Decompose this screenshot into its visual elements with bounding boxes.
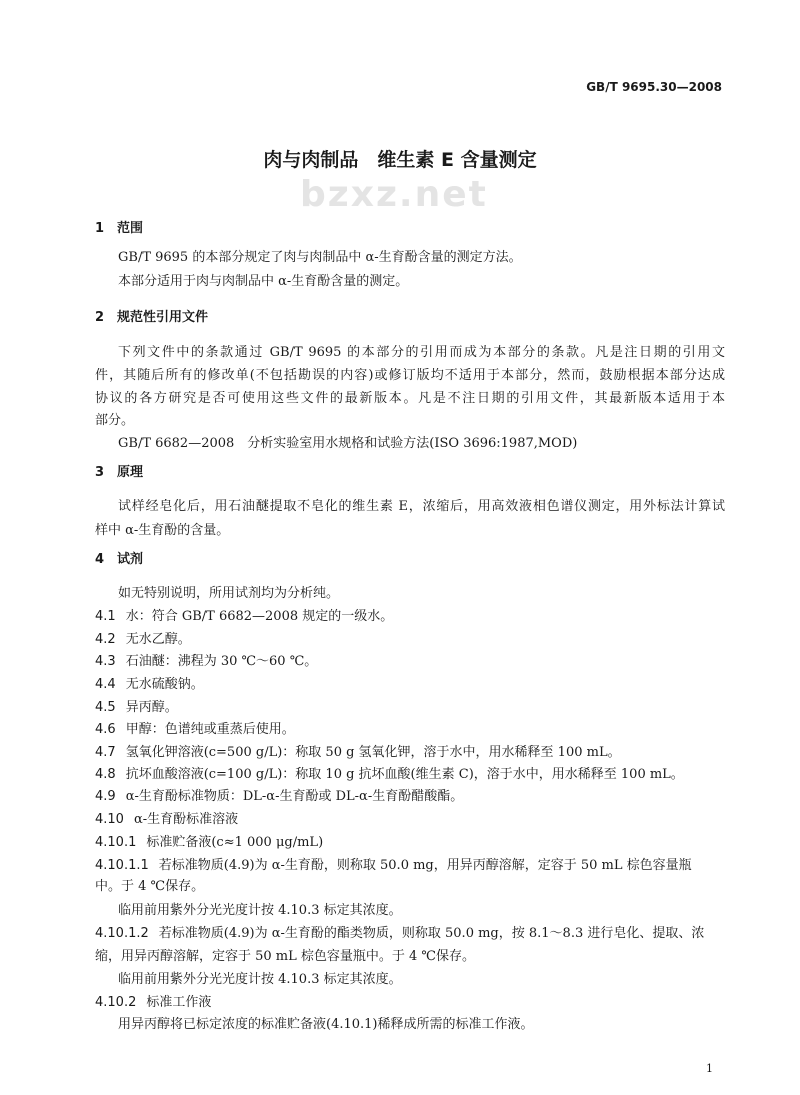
clause <box>95 767 684 783</box>
paragraph-line: 协议的各方研究是否可使用这些文件的最新版本。凡是不注日期的引用文件，其最新版本适用于本 <box>95 391 725 406</box>
clause <box>95 632 191 648</box>
clause <box>95 789 463 805</box>
standard-number: GB/T 9695.30—2008 <box>586 80 722 94</box>
clause <box>95 858 692 874</box>
clause-text: 标准贮备液(c≈1 000 μg/mL) <box>146 835 324 850</box>
clause <box>95 926 704 942</box>
clause <box>95 700 178 716</box>
clause-text: 石油醚：沸程为 30 ℃～60 ℃。 <box>125 654 318 669</box>
clause-number: 4.7 <box>95 745 116 760</box>
clause-text: 异丙醇。 <box>125 700 178 715</box>
clause-text: 无水乙醇。 <box>125 632 191 647</box>
clause <box>95 745 621 761</box>
section-heading-principle <box>95 465 143 481</box>
clause-number: 4.8 <box>95 767 116 782</box>
section-title: 试剂 <box>117 552 144 567</box>
clause-number: 4.1 <box>95 609 116 624</box>
clause-text: 水：符合 GB/T 6682—2008 规定的一级水。 <box>125 609 394 624</box>
clause <box>95 609 393 625</box>
section-number: 4 <box>95 552 105 567</box>
paragraph-line: 样中 α-生育酚的含量。 <box>95 523 230 538</box>
clause-number: 4.10 <box>95 812 124 827</box>
clause <box>95 812 238 828</box>
clause-text: 若标准物质(4.9)为 α-生育酚的酯类物质，则称取 50.0 mg，按 8.1～8.3 进行皂化、提取、浓 <box>158 926 705 941</box>
document-title: 肉与肉制品 维生素 E 含量测定 <box>263 149 537 171</box>
clause-continuation: 中。于 4 ℃保存。 <box>95 879 205 894</box>
clause <box>95 722 295 738</box>
watermark: bzxz.net <box>300 174 488 215</box>
clause-note: 临用前用紫外分光光度计按 4.10.3 标定其浓度。 <box>118 903 402 918</box>
section-heading-normative-references <box>95 310 208 326</box>
clause-text: α-生育酚标准物质：DL-α-生育酚或 DL-α-生育酚醋酸酯。 <box>125 789 464 804</box>
clause-number: 4.10.1.2 <box>95 926 149 941</box>
clause-text: 抗坏血酸溶液(c=100 g/L)：称取 10 g 抗坏血酸(维生素 C)，溶于水中，用水稀释至 100 mL。 <box>125 767 684 782</box>
section-heading-scope <box>95 221 143 237</box>
section-number: 2 <box>95 310 105 325</box>
clause-number: 4.2 <box>95 632 116 647</box>
clause-text: 氢氧化钾溶液(c=500 g/L)：称取 50 g 氢氧化钾，溶于水中，用水稀释至 100 mL。 <box>125 745 621 760</box>
clause-number: 4.4 <box>95 677 116 692</box>
section-title: 范围 <box>117 221 144 236</box>
section-heading-reagents <box>95 552 143 568</box>
clause <box>95 995 211 1011</box>
clause <box>95 654 317 670</box>
clause-text: 甲醇：色谱纯或重蒸后使用。 <box>125 722 295 737</box>
clause-text: α-生育酚标准溶液 <box>133 812 239 827</box>
paragraph: 本部分适用于肉与肉制品中 α-生育酚含量的测定。 <box>118 274 409 289</box>
clause <box>95 677 204 693</box>
section-number: 3 <box>95 465 105 480</box>
section-number: 1 <box>95 221 105 236</box>
paragraph-line: 试样经皂化后，用石油醚提取不皂化的维生素 E，浓缩后，用高效液相色谱仪测定，用外标法计算试 <box>118 499 725 514</box>
clause-text: 无水硫酸钠。 <box>125 677 204 692</box>
clause-number: 4.10.1.1 <box>95 858 149 873</box>
clause-continuation: 缩，用异丙醇溶解，定容于 50 mL 棕色容量瓶中。于 4 ℃保存。 <box>95 949 475 964</box>
clause-number: 4.6 <box>95 722 116 737</box>
clause-number: 4.10.1 <box>95 835 137 850</box>
paragraph: GB/T 9695 的本部分规定了肉与肉制品中 α-生育酚含量的测定方法。 <box>118 250 522 265</box>
clause-text: 若标准物质(4.9)为 α-生育酚，则称取 50.0 mg，用异丙醇溶解，定容于 50 mL 棕色容量瓶 <box>158 858 692 873</box>
clause-number: 4.5 <box>95 700 116 715</box>
paragraph-line: 部分。 <box>95 413 135 428</box>
clause-number: 4.9 <box>95 789 116 804</box>
clause <box>95 835 323 851</box>
clause-number: 4.3 <box>95 654 116 669</box>
page-number: 1 <box>706 1062 713 1075</box>
clause-number: 4.10.2 <box>95 995 137 1010</box>
paragraph-line: 下列文件中的条款通过 GB/T 9695 的本部分的引用而成为本部分的条款。凡是注日期的引用文 <box>118 345 725 360</box>
clause-note: 临用前用紫外分光光度计按 4.10.3 标定其浓度。 <box>118 972 402 987</box>
paragraph-line: 件，其随后所有的修改单(不包括勘误的内容)或修订版均不适用于本部分，然而，鼓励根据本部分达成 <box>95 368 725 383</box>
reference-entry: GB/T 6682—2008 分析实验室用水规格和试验方法(ISO 3696:1987,MOD) <box>118 436 578 451</box>
section-title: 原理 <box>117 465 144 480</box>
clause-text: 标准工作液 <box>146 995 212 1010</box>
clause-note: 用异丙醇将已标定浓度的标准贮备液(4.10.1)稀释成所需的标准工作液。 <box>118 1017 534 1032</box>
paragraph: 如无特别说明，所用试剂均为分析纯。 <box>118 586 340 601</box>
section-title: 规范性引用文件 <box>117 310 209 325</box>
